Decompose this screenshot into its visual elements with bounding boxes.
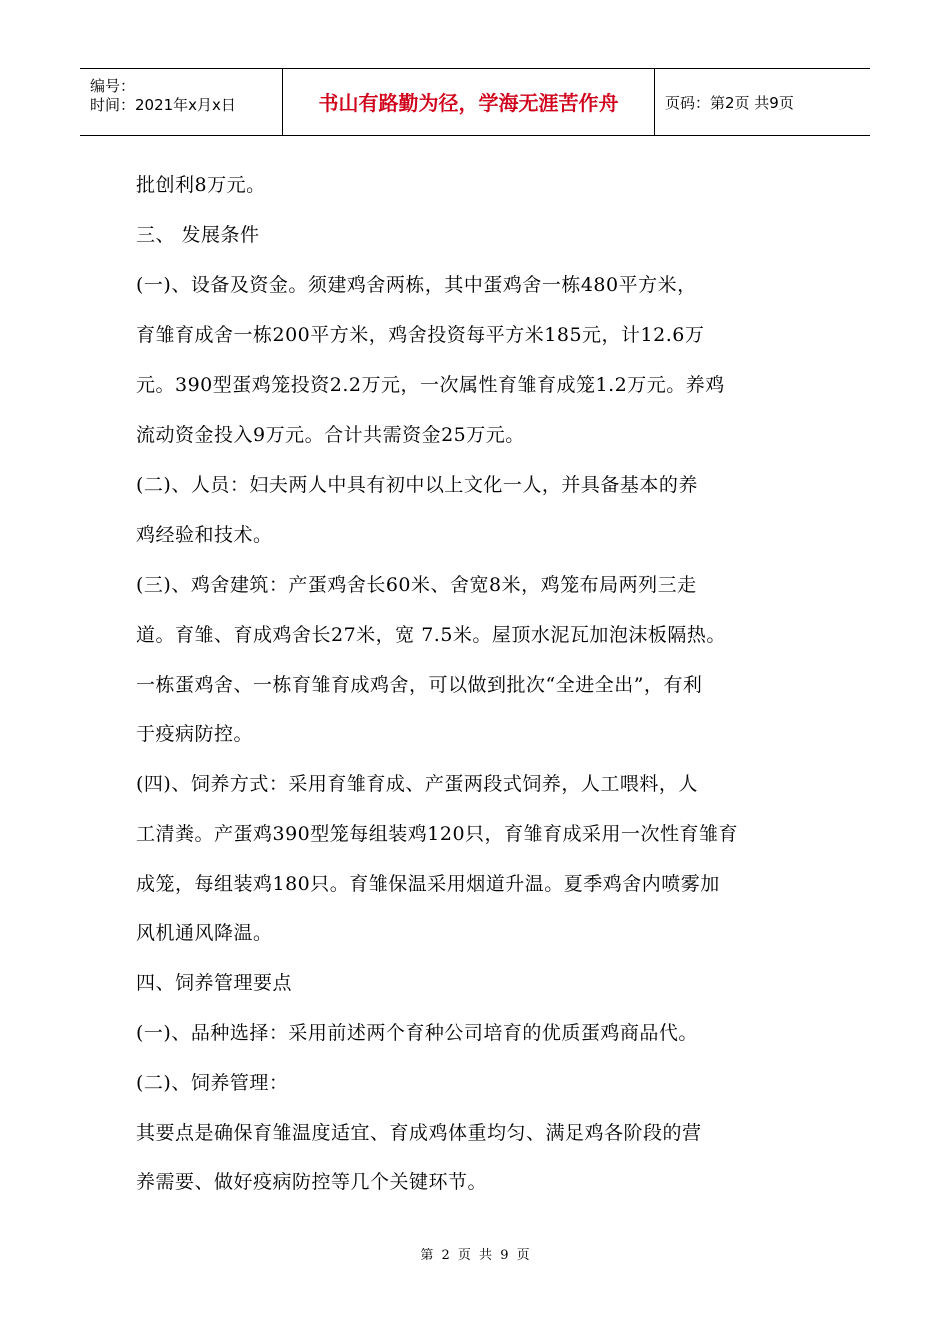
date-label: 时间：2021年x月x日 [90, 96, 236, 114]
body-line: 道。育雏、育成鸡舍长27米，宽 7.5米。屋顶水泥瓦加泡沫板隔热。 [136, 624, 726, 646]
header-motto: 书山有路勤为径，学海无涯苦作舟 [318, 91, 619, 115]
header-page-cell [655, 69, 870, 135]
body-line: 育雏育成舍一栋200平方米，鸡舍投资每平方米185元，计12.6万 [136, 324, 705, 346]
header-page-code: 页码：第2页 共9页 [665, 94, 794, 112]
body-line: (二)、饲养管理： [136, 1072, 289, 1094]
body-line: (四)、饲养方式：采用育雏育成、产蛋两段式饲养，人工喂料，人 [136, 773, 698, 795]
header-info-cell [80, 69, 283, 135]
section-heading: 四、饲养管理要点 [136, 972, 293, 994]
body-line: 鸡经验和技术。 [136, 524, 273, 546]
body-line: 风机通风降温。 [136, 922, 273, 944]
body-line: (一)、品种选择：采用前述两个育种公司培育的优质蛋鸡商品代。 [136, 1022, 698, 1044]
page-header [80, 68, 870, 136]
body-line: (二)、人员：妇夫两人中具有初中以上文化一人，并具备基本的养 [136, 474, 698, 496]
body-line: 流动资金投入9万元。合计共需资金25万元。 [136, 424, 525, 446]
body-line: (一)、设备及资金。须建鸡舍两栋，其中蛋鸡舍一栋480平方米， [136, 274, 697, 296]
page-footer: 第 2 页 共 9 页 [420, 1248, 530, 1263]
body-line: 批创利8万元。 [136, 174, 266, 196]
body-line: 元。390型蛋鸡笼投资2.2万元，一次属性育雏育成笼1.2万元。养鸡 [136, 374, 725, 396]
body-line: 工清粪。产蛋鸡390型笼每组装鸡120只，育雏育成采用一次性育雏育 [136, 823, 739, 845]
body-line: 养需要、做好疫病防控等几个关键环节。 [136, 1171, 488, 1193]
body-line: 其要点是确保育雏温度适宜、育成鸡体重均匀、满足鸡各阶段的营 [136, 1122, 702, 1144]
body-line: 成笼，每组装鸡180只。育雏保温采用烟道升温。夏季鸡舍内喷雾加 [136, 873, 720, 895]
body-line: 于疫病防控。 [136, 723, 254, 745]
body-line: 一栋蛋鸡舍、一栋育雏育成鸡舍，可以做到批次“全进全出”，有利 [136, 674, 703, 696]
header-motto-cell [283, 69, 655, 135]
serial-number-label: 编号： [90, 77, 136, 95]
section-heading: 三、 发展条件 [136, 224, 260, 246]
body-line: (三)、鸡舍建筑：产蛋鸡舍长60米、舍宽8米，鸡笼布局两列三走 [136, 574, 697, 596]
